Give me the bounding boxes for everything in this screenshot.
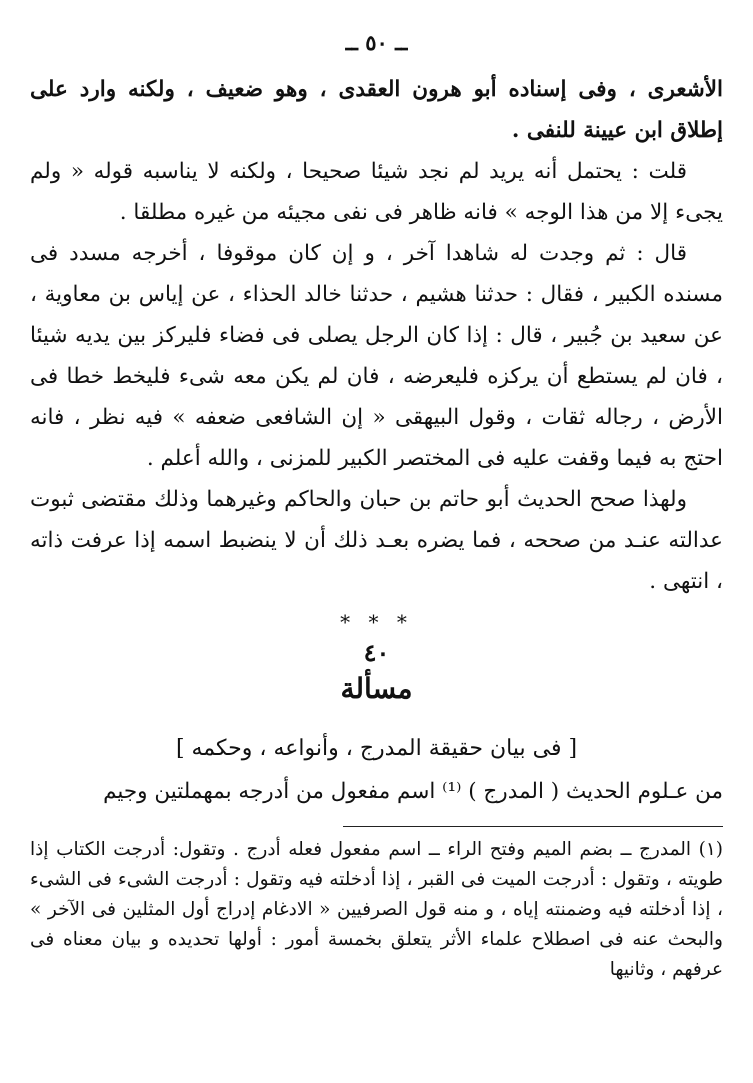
section-number: ٤٠	[363, 638, 390, 667]
intro-line: من عـلوم الحديث ( المدرج ) ⁽¹⁾ اسم مفعول من أدرجه بمهملتين وجيم	[103, 779, 723, 804]
paragraph-1: الأشعرى ، وفى إسناده أبو هرون العقدى ، وهو ضعيف ، ولكنه وارد على إطلاق ابن عيينة للنفى .	[30, 77, 723, 143]
page-number: ــ ٥٠ ــ	[345, 30, 408, 55]
paragraph-4: ولهذا صحح الحديث أبو حاتم بن حبان والحاكم وغيرهما وذلك مقتضى ثبوت عدالته عنـد من صححه ، فما يضره بعـد ذلك أن لا ينضبط اسمه إذا عرفت ذاته ، انتهى .	[30, 487, 723, 594]
paragraph-2: قلت : يحتمل أنه يريد لم نجد شيئا صحيحا ، ولكنه لا يناسبه قوله « ولم يجىء إلا من هذا الوجه » فانه ظاهر فى نفى مجيئه من غيره مطلقا .	[30, 159, 723, 225]
footnote	[30, 835, 723, 985]
paragraph-3: قال : ثم وجدت له شاهدا آخر ، و إن كان موقوفا ، أخرجه مسدد فى مسنده الكبير ، فقال : حدثنا هشيم ، حدثنا خالد الحذاء ، عن إياس بن معاوية ، عن سعيد بن جُبير ، قال : إذا كان الرجل يصلى فى فضاء فليركز بين يديه شيئا ، فان لم يستطع أن يركزه فليعرضه ، فان لم يكن معه شىء فليخط خطا فى الأرض ، رجاله ثقات ، وقول البيهقى « إن الشافعى ضعفه » فيه نظر ، فانه احتج به فيما وقفت عليه فى المختصر الكبير للمزنى ، والله أعلم .	[30, 241, 723, 471]
section-title: مسألة	[340, 672, 413, 705]
footnote-1: (١) المدرج ــ بضم الميم وفتح الراء ــ اسم مفعول فعله أدرج . وتقول: أدرجت الكتاب إذا طويته ، وتقول : أدرجت الميت فى القبر ، إذا أدخلته فيه وتقول : أدرجت الشىء فى الشىء ، إذا أدخلته فيه وضمنته إياه ، و منه قول الصرفيين « الادغام إدراج أول المثلين فى الآخر » والبحث عنه فى اصطلاح علماء الأثر يتعلق بخمسة أمور : أولها تحديده و بيان معناه فى عرفهم ، وثانيها	[30, 839, 723, 980]
body-text	[30, 69, 723, 602]
section-separator: * * *	[340, 610, 413, 634]
footnote-divider	[343, 826, 723, 827]
section-subtitle: [ فى بيان حقيقة المدرج ، وأنواعه ، وحكمه ]	[175, 736, 578, 761]
